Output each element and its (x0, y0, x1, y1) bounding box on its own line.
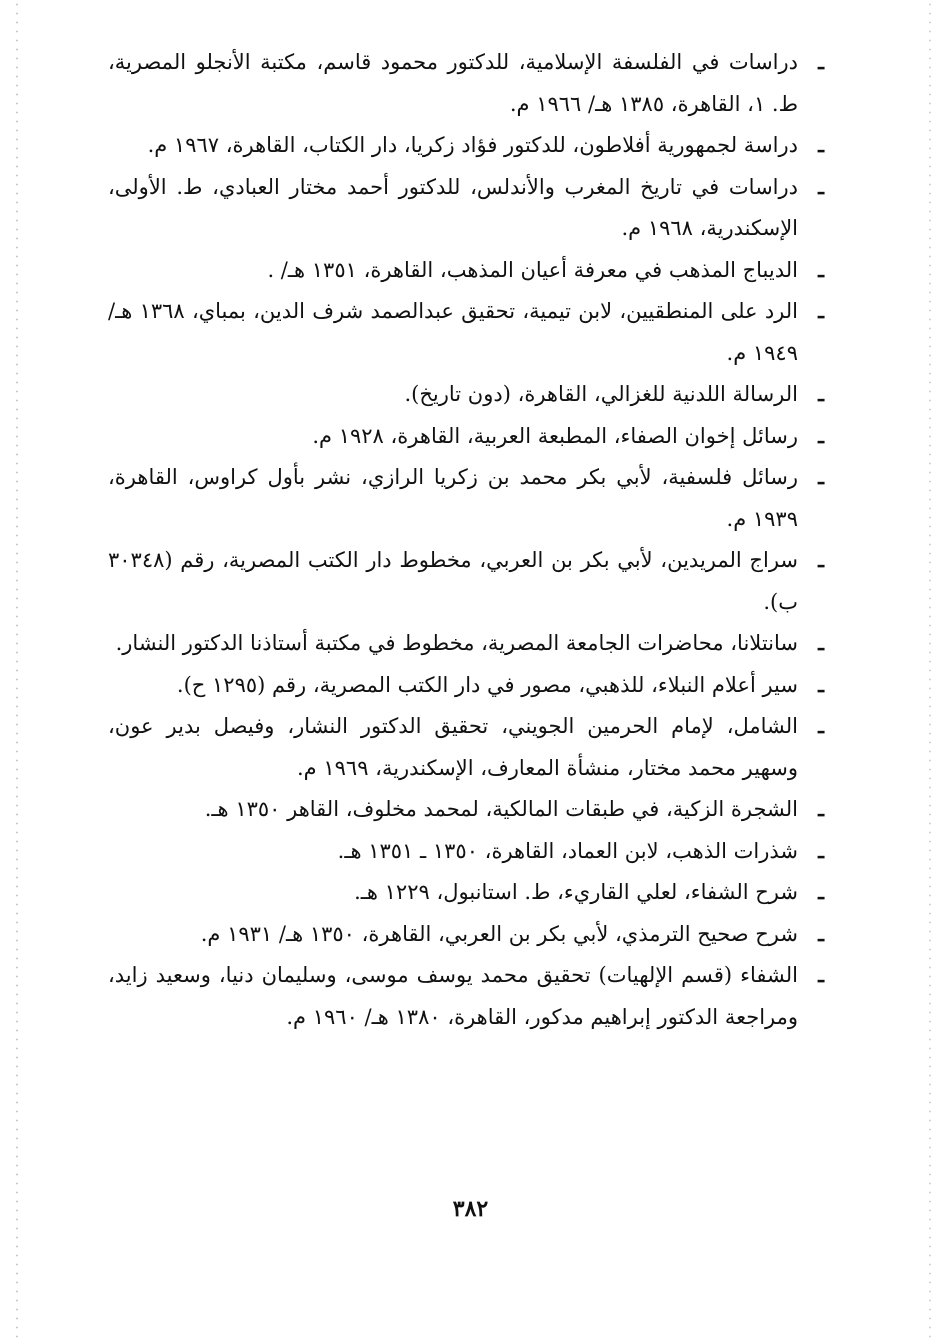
entry-text: شرح الشفاء، لعلي القاريء، ط. استانبول، ١٢٢٩ هـ. (354, 880, 798, 904)
entry-dash: ـ (818, 382, 824, 406)
entry-dash: ـ (818, 880, 824, 904)
entry-dash: ـ (818, 548, 824, 572)
bibliography-entry (108, 42, 824, 125)
entry-text: الشجرة الزكية، في طبقات المالكية، لمحمد مخلوف، القاهر ١٣٥٠ هـ. (204, 797, 798, 821)
entry-dash: ـ (818, 257, 824, 282)
page-number: ٣٨٢ (452, 1196, 489, 1222)
scan-margin-dots-right (929, 0, 931, 1341)
entry-dash: ـ (818, 465, 824, 489)
bibliography-entry (108, 374, 824, 416)
bibliography-entry (108, 291, 824, 374)
entry-text: دراسة لجمهورية أفلاطون، للدكتور فؤاد زكريا، دار الكتاب، القاهرة، ١٩٦٧ م. (147, 133, 798, 157)
bibliography-entry (108, 125, 824, 167)
entry-dash: ـ (818, 299, 824, 323)
bibliography-entry (108, 914, 824, 956)
bibliography-entry (108, 623, 824, 665)
bibliography-entry (108, 955, 824, 1038)
entry-text: دراسات في الفلسفة الإسلامية، للدكتور محمود قاسم، مكتبة الأنجلو المصرية، ط. ١، القاهرة، ١٣٨٥ هـ/ ١٩٦٦ م. (108, 50, 798, 116)
entry-dash: ـ (818, 174, 824, 199)
entry-dash: ـ (818, 672, 824, 697)
bibliography-entry (108, 706, 824, 789)
entry-dash: ـ (818, 838, 824, 863)
bibliography-entry (108, 416, 824, 458)
entry-dash: ـ (818, 50, 824, 74)
entry-text: رسائل فلسفية، لأبي بكر محمد بن زكريا الرازي، نشر بأول كراوس، القاهرة، ١٩٣٩ م. (108, 465, 798, 531)
bibliography-entry (108, 665, 824, 707)
bibliography-entry (108, 872, 824, 914)
entry-text: رسائل إخوان الصفاء، المطبعة العربية، القاهرة، ١٩٢٨ م. (312, 423, 798, 448)
entry-text: سير أعلام النبلاء، للذهبي، مصور في دار الكتب المصرية، رقم (١٢٩٥ ح). (176, 672, 798, 697)
bibliography-entry (108, 250, 824, 292)
bibliography-entry (108, 167, 824, 250)
bibliography-entry (108, 789, 824, 831)
bibliography-entry (108, 457, 824, 540)
entry-text: الديباج المذهب في معرفة أعيان المذهب، القاهرة، ١٣٥١ هـ/ . (267, 257, 798, 282)
entry-text: شذرات الذهب، لابن العماد، القاهرة، ١٣٥٠ ـ ١٣٥١ هـ. (337, 838, 798, 863)
entry-dash: ـ (818, 423, 824, 448)
bibliography-entry (108, 540, 824, 623)
entry-text: الشامل، لإمام الحرمين الجويني، تحقيق الدكتور النشار، وفيصل بدير عون، وسهير محمد مختار، منشأة المعارف، الإسكندرية، ١٩٦٩ م. (108, 714, 798, 780)
entry-dash: ـ (818, 797, 824, 821)
entry-text: سانتلانا، محاضرات الجامعة المصرية، مخطوط في مكتبة أستاذنا الدكتور النشار. (115, 631, 798, 655)
entry-dash: ـ (818, 631, 824, 655)
entry-text: شرح صحيح الترمذي، لأبي بكر بن العربي، القاهرة، ١٣٥٠ هـ/ ١٩٣١ م. (200, 921, 798, 946)
entry-text: دراسات في تاريخ المغرب والأندلس، للدكتور أحمد مختار العبادي، ط. الأولى، الإسكندرية، ١٩٦٨ م. (108, 174, 798, 240)
entry-text: الرد على المنطقيين، لابن تيمية، تحقيق عبدالصمد شرف الدين، بمباي، ١٣٦٨ هـ/ ١٩٤٩ م. (108, 299, 798, 365)
entry-dash: ـ (818, 133, 824, 157)
entry-dash: ـ (818, 963, 824, 987)
entry-text: سراج المريدين، لأبي بكر بن العربي، مخطوط دار الكتب المصرية، رقم (٣٠٣٤٨ ب). (108, 548, 798, 614)
entry-text: الرسالة اللدنية للغزالي، القاهرة، (دون تاريخ). (404, 382, 798, 406)
bibliography-list (108, 42, 824, 1038)
entry-dash: ـ (818, 714, 824, 738)
entry-dash: ـ (818, 921, 824, 946)
entry-text: الشفاء (قسم الإلهيات) تحقيق محمد يوسف موسى، وسليمان دنيا، وسعيد زايد، ومراجعة الدكتور إبراهيم مدكور، القاهرة، ١٣٨٠ هـ/ ١٩٦٠ م. (108, 963, 798, 1029)
bibliography-entry (108, 831, 824, 873)
scan-margin-dots-left (16, 0, 18, 1341)
